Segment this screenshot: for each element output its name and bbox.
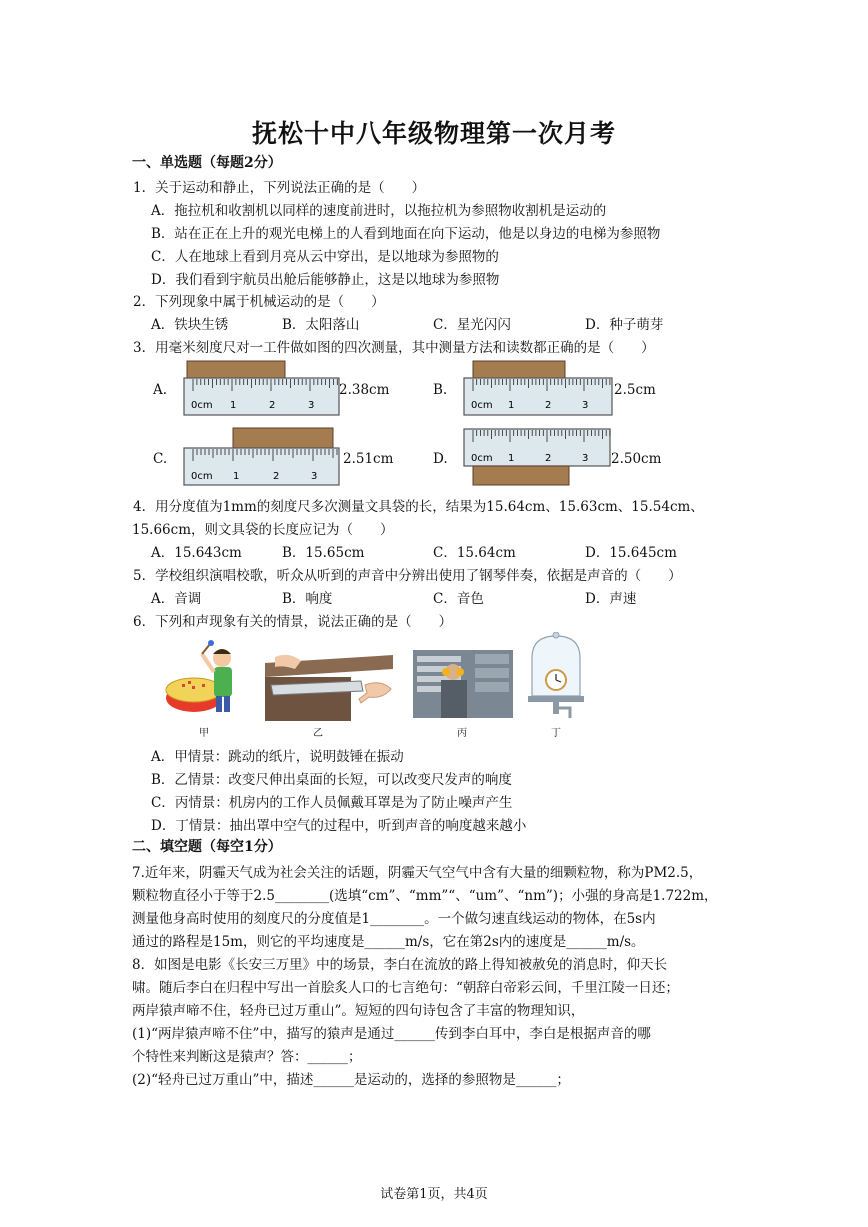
question-2-option-d: D．种子萌芽 bbox=[585, 317, 664, 333]
question-5-stem: 5．学校组织演唱校歌，听众从听到的声音中分辨出使用了钢琴伴奏，依据是声音的（ ） bbox=[133, 568, 682, 584]
figure-label-bing: 丙 bbox=[457, 728, 467, 739]
ruler-b-label-2: 2 bbox=[545, 400, 552, 411]
ruler-a-label-1: 1 bbox=[230, 400, 237, 411]
question-6-stem: 6．下列和声现象有关的情景，说法正确的是（ ） bbox=[133, 614, 453, 630]
figure-drum-image bbox=[162, 640, 244, 722]
question-3-letter-c: C. bbox=[153, 451, 168, 467]
ruler-a-label-0: 0cm bbox=[191, 400, 213, 411]
question-5-option-d: D．声速 bbox=[585, 591, 637, 607]
ruler-figure-d bbox=[463, 428, 613, 488]
question-4-stem: 4．用分度值为1mm的刻度尺多次测量文具袋的长，结果为15.64cm、15.63cm、15.54cm、 bbox=[133, 499, 704, 515]
ruler-d-label-0: 0cm bbox=[471, 453, 493, 464]
section-heading: 一、单选题（每题2分） bbox=[132, 155, 282, 171]
question-8-line-3: 两岸猿声啼不住，轻舟已过万重山”。短短的四句诗包含了丰富的物理知识， bbox=[132, 1003, 585, 1019]
ruler-figure-b bbox=[463, 360, 615, 418]
ruler-b-label-0: 0cm bbox=[471, 400, 493, 411]
question-8-line-1: 8．如图是电影《长安三万里》中的场景，李白在流放的路上得知被赦免的消息时，仰天长 bbox=[132, 957, 668, 973]
page-title: 抚松十中八年级物理第一次月考 bbox=[251, 119, 616, 148]
question-3-letter-a: A. bbox=[153, 382, 168, 398]
figure-bell-jar-image bbox=[526, 632, 586, 724]
ruler-d-label-2: 2 bbox=[545, 453, 552, 464]
question-3-reading-c: 2.51cm bbox=[343, 451, 394, 467]
ruler-figure-c bbox=[183, 427, 343, 489]
figure-factory-worker-image bbox=[413, 650, 513, 718]
question-7-line-2: 颗粒物直径小于等于2.5________(选填“cm”、“mm”“、“um”、“nm”)；小强的身高是1.722m， bbox=[132, 888, 718, 904]
question-8-line-2: 啸。随后李白在归程中写出一首脍炙人口的七言绝句：“朝辞白帝彩云间，千里江陵一日还； bbox=[132, 980, 679, 996]
question-3-letter-d: D. bbox=[433, 451, 448, 467]
ruler-d-label-1: 1 bbox=[508, 453, 515, 464]
ruler-a-label-3: 3 bbox=[308, 400, 315, 411]
ruler-b-label-3: 3 bbox=[582, 400, 589, 411]
question-3-reading-a: 2.38cm bbox=[339, 382, 390, 398]
question-8-line-5: 个特性来判断这是猿声？答：______； bbox=[132, 1049, 362, 1065]
question-3-reading-d: 2.50cm bbox=[611, 451, 662, 467]
ruler-c-label-0: 0cm bbox=[191, 471, 213, 482]
question-2-option-b: B．太阳落山 bbox=[282, 317, 360, 333]
question-2-option-c: C．星光闪闪 bbox=[433, 317, 511, 333]
ruler-c-label-2: 2 bbox=[273, 471, 280, 482]
ruler-c-label-1: 1 bbox=[233, 471, 240, 482]
ruler-b-label-1: 1 bbox=[508, 400, 515, 411]
figure-label-ding: 丁 bbox=[551, 728, 561, 739]
question-6-option-b: B．乙情景：改变尺伸出桌面的长短，可以改变尺发声的响度 bbox=[151, 772, 512, 788]
question-6-option-d: D．丁情景：抽出罩中空气的过程中，听到声音的响度越来越小 bbox=[151, 818, 527, 834]
question-4-option-a: A．15.643cm bbox=[151, 545, 242, 561]
figure-label-yi: 乙 bbox=[313, 728, 323, 739]
question-1-option-a: A．拖拉机和收割机以同样的速度前进时，以拖拉机为参照物收割机是运动的 bbox=[151, 203, 607, 219]
question-5-option-c: C．音色 bbox=[433, 591, 484, 607]
question-3-reading-b: 2.5cm bbox=[614, 382, 656, 398]
section-heading: 二、填空题（每空1分） bbox=[132, 839, 282, 855]
question-2-stem: 2．下列现象中属于机械运动的是（ ） bbox=[133, 294, 385, 310]
question-6-option-c: C．丙情景：机房内的工作人员佩戴耳罩是为了防止噪声产生 bbox=[151, 795, 513, 811]
question-7-line-3: 测量他身高时使用的刻度尺的分度值是1________。一个做匀速直线运动的物体，在5s内 bbox=[132, 911, 656, 927]
page-footer: 试卷第1页，共4页 bbox=[380, 1187, 488, 1202]
question-4-stem-continued: 15.66cm，则文具袋的长度应记为（ ） bbox=[132, 522, 394, 538]
question-1-stem: 1．关于运动和静止，下列说法正确的是（ ） bbox=[133, 180, 426, 196]
question-3-stem: 3．用毫米刻度尺对一工件做如图的四次测量，其中测量方法和读数都正确的是（ ） bbox=[133, 340, 655, 356]
question-5-option-a: A．音调 bbox=[151, 591, 202, 607]
ruler-a-label-2: 2 bbox=[269, 400, 276, 411]
question-7-line-1: 7.近年来，阴霾天气成为社会关注的话题，阴霾天气空气中含有大量的细颗粒物，称为PM2.5， bbox=[132, 865, 703, 881]
question-4-option-c: C．15.64cm bbox=[433, 545, 516, 561]
question-5-option-b: B．响度 bbox=[282, 591, 333, 607]
ruler-d-label-3: 3 bbox=[582, 453, 589, 464]
question-4-option-d: D．15.645cm bbox=[585, 545, 677, 561]
figure-label-jia: 甲 bbox=[199, 728, 209, 739]
question-2-option-a: A．铁块生锈 bbox=[151, 317, 229, 333]
figure-ruler-table-image bbox=[265, 655, 399, 721]
ruler-figure-a bbox=[183, 360, 343, 418]
question-1-option-d: D．我们看到宇航员出舱后能够静止，这是以地球为参照物 bbox=[151, 272, 500, 288]
question-8-line-6: (2)“轻舟已过万重山”中，描述______是运动的，选择的参照物是______； bbox=[132, 1072, 570, 1088]
question-3-letter-b: B. bbox=[433, 382, 448, 398]
question-7-line-4: 通过的路程是15m，则它的平均速度是______m/s，它在第2s内的速度是______m/s。 bbox=[132, 934, 645, 950]
question-1-option-c: C．人在地球上看到月亮从云中穿出，是以地球为参照物的 bbox=[151, 249, 499, 265]
question-1-option-b: B．站在正在上升的观光电梯上的人看到地面在向下运动，他是以身边的电梯为参照物 bbox=[151, 226, 661, 242]
question-4-option-b: B．15.65cm bbox=[282, 545, 365, 561]
question-6-option-a: A．甲情景：跳动的纸片，说明鼓锤在振动 bbox=[151, 749, 404, 765]
ruler-c-label-3: 3 bbox=[311, 471, 318, 482]
question-8-line-4: (1)“两岸猿声啼不住”中，描写的猿声是通过______传到李白耳中，李白是根据声音的哪 bbox=[132, 1026, 651, 1042]
